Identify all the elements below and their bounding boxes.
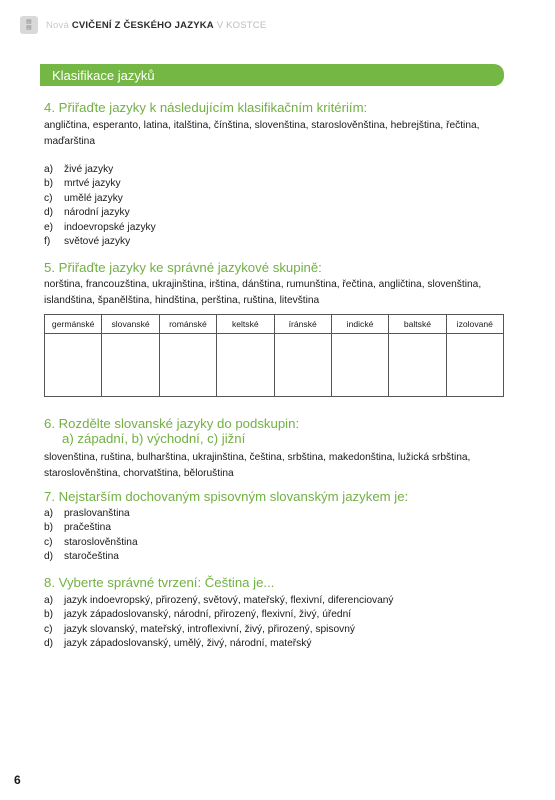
book-logo-icon: ▤ ▤ bbox=[20, 16, 38, 34]
q4-options bbox=[44, 163, 156, 249]
page-number: 6 bbox=[14, 773, 21, 787]
language-group-table bbox=[44, 314, 504, 397]
q8-title: 8. Vyberte správné tvrzení: Čeština je... bbox=[44, 575, 275, 590]
col-iranian: íránské bbox=[274, 315, 331, 334]
col-romance: románské bbox=[159, 315, 216, 334]
q7-options bbox=[44, 507, 138, 565]
answer-cell[interactable] bbox=[446, 334, 503, 397]
option: d) národní jazyky bbox=[44, 207, 130, 219]
section-banner bbox=[40, 64, 504, 86]
col-slavic: slovanské bbox=[102, 315, 159, 334]
q6-text: slovenština, ruština, bulharština, ukrajinština, čeština, srbština, makedonština, lužická srbština, staroslověnština, chorvatština, běloruština bbox=[44, 452, 471, 479]
option: a) jazyk indoevropský, přirozený, světový, mateřský, flexivní, diferenciovaný bbox=[44, 595, 394, 606]
header-nova: Nová bbox=[46, 19, 69, 31]
col-isolated: izolované bbox=[446, 315, 503, 334]
option: e) indoevropské jazyky bbox=[44, 221, 156, 233]
option: f) světové jazyky bbox=[44, 236, 131, 248]
answer-cell[interactable] bbox=[274, 334, 331, 397]
q5-title: 5. Přiřaďte jazyky ke správné jazykové skupině: bbox=[44, 260, 322, 275]
q5-text: norština, francouzština, ukrajinština, irština, dánština, rumunština, řečtina, angličtina, slovenština, islandština, španělština, hindština, perština, ruština, litevština bbox=[44, 279, 482, 306]
option: b) jazyk západoslovanský, národní, přirozený, flexivní, živý, úřední bbox=[44, 609, 352, 621]
option: d) jazyk západoslovanský, umělý, živý, národní, mateřský bbox=[44, 638, 312, 650]
q6-title-line2: a) západní, b) východní, c) jižní bbox=[62, 431, 246, 446]
section-title: Klasifikace jazyků bbox=[52, 67, 155, 83]
q6-title-line1: 6. Rozdělte slovanské jazyky do podskupin: bbox=[44, 416, 300, 431]
answer-cell[interactable] bbox=[217, 334, 274, 397]
option: c) umělé jazyky bbox=[44, 192, 123, 204]
header-title bbox=[46, 20, 266, 31]
option: b) mrtvé jazyky bbox=[44, 178, 121, 190]
q8-options bbox=[44, 594, 394, 652]
col-baltic: baltské bbox=[389, 315, 446, 334]
col-celtic: keltské bbox=[217, 315, 274, 334]
option: b) pračeština bbox=[44, 522, 112, 534]
answer-cell[interactable] bbox=[331, 334, 388, 397]
option: a) živé jazyky bbox=[44, 164, 114, 175]
header-tail: V KOSTCE bbox=[216, 19, 267, 31]
option: c) staroslověnština bbox=[44, 536, 138, 548]
table-header-row bbox=[45, 315, 504, 334]
header-main: CVIČENÍ Z ČESKÉHO JAZYKA bbox=[71, 19, 214, 31]
col-germanic: germánské bbox=[45, 315, 102, 334]
option: d) staročeština bbox=[44, 551, 119, 563]
option: c) jazyk slovanský, mateřský, introflexivní, živý, přirozený, spisovný bbox=[44, 623, 356, 635]
answer-cell[interactable] bbox=[389, 334, 446, 397]
q7-title: 7. Nejstarším dochovaným spisovným slovanským jazykem je: bbox=[44, 489, 409, 504]
q4-text: angličtina, esperanto, latina, italština, čínština, slovenština, staroslověnština, hebrejština, řečtina, maďarština bbox=[44, 120, 480, 147]
col-indic: indické bbox=[331, 315, 388, 334]
option: a) praslovanština bbox=[44, 508, 130, 519]
answer-cell[interactable] bbox=[159, 334, 216, 397]
q4-title: 4. Přiřaďte jazyky k následujícím klasifikačním kritériím: bbox=[44, 100, 368, 115]
page-header bbox=[20, 14, 266, 36]
answer-cell[interactable] bbox=[45, 334, 102, 397]
answer-cell[interactable] bbox=[102, 334, 159, 397]
table-answer-row bbox=[45, 334, 504, 397]
